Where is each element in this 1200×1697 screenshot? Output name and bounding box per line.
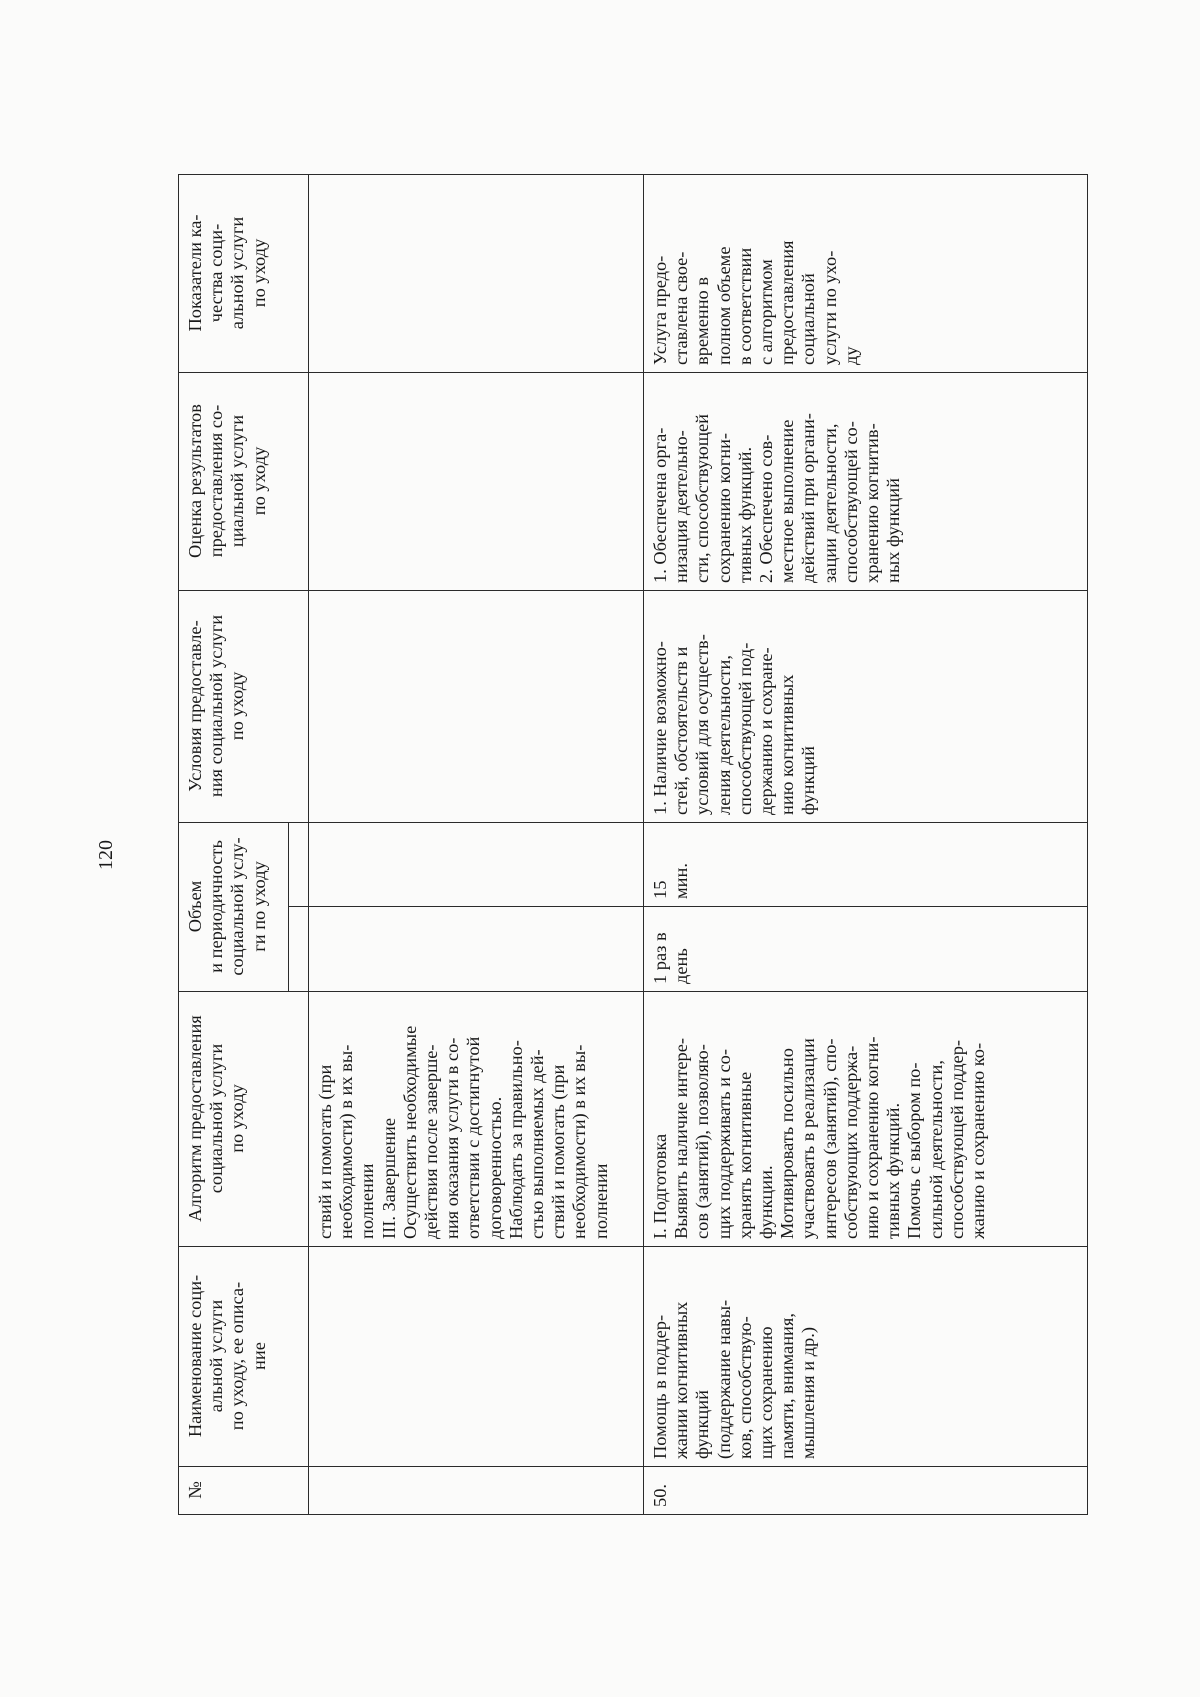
text-line: социальной услу-: [227, 837, 248, 976]
text-line: ги по уходу: [248, 861, 269, 952]
cell-num: 50.: [644, 1467, 1088, 1515]
text-line: 1 раз в: [650, 932, 670, 984]
text-line: Оценка результатов: [185, 404, 205, 558]
header-volume: [179, 822, 289, 991]
text-line: необходимости) в их вы-: [569, 1044, 590, 1239]
text-line: интересов (занятий), спо-: [819, 1038, 840, 1239]
text-line: ствий и помогать (при: [548, 1064, 569, 1239]
services-table: [178, 174, 1088, 1515]
text-line: полнении: [357, 1163, 378, 1239]
text-line: нию и сохранению когни-: [862, 1036, 883, 1239]
rotated-table-container: [178, 175, 1088, 1515]
text-line: предоставления: [777, 240, 798, 365]
text-line: Алгоритм предоставления: [185, 1015, 205, 1222]
text-line: ответствии с достигнутой: [463, 1036, 484, 1239]
text-line: 1. Наличие возможно-: [650, 641, 670, 815]
text-line: по уходу, ее описа-: [227, 1281, 248, 1431]
table-row: [644, 174, 1088, 1514]
text-line: хранению когнитив-: [862, 423, 883, 583]
text-line: ставлена свое-: [671, 251, 692, 365]
text-line: тивных функций.: [734, 446, 755, 583]
text-line: договоренностью.: [484, 1096, 505, 1239]
text-line: ния оказания услуги в со-: [442, 1037, 463, 1239]
text-line: способствующей поддер-: [946, 1039, 967, 1239]
text-line: памяти, внимания,: [777, 1313, 798, 1459]
text-line: ных функций: [883, 478, 904, 583]
text-line: собствующих поддержа-: [840, 1045, 861, 1239]
text-line: ков, способствую-: [734, 1316, 755, 1459]
text-line: функции.: [756, 1165, 777, 1239]
text-line: тивных функций.: [883, 1102, 904, 1239]
cell-conditions: [644, 590, 1088, 822]
text-line: с алгоритмом: [756, 259, 777, 365]
text-line: Услуга предо-: [650, 255, 670, 365]
text-line: полнении: [590, 1163, 611, 1239]
text-line: действий при органи-: [798, 413, 819, 583]
cell-algorithm-continuation: [309, 992, 644, 1247]
text-line: условий для осуществ-: [692, 634, 713, 815]
text-line: чества соци-: [206, 223, 227, 323]
page-number: 120: [95, 840, 117, 870]
header-assessment: [179, 372, 309, 590]
text-line: ствий и помогать (при: [315, 1064, 335, 1239]
text-line: 2. Обеспечено сов-: [756, 434, 777, 583]
text-line: действия после заверше-: [421, 1044, 442, 1239]
text-line: жанию и сохранению ко-: [968, 1042, 989, 1239]
text-line: Мотивировать посильно: [777, 1048, 798, 1239]
text-line: I. Подготовка: [650, 1133, 670, 1239]
text-line: функций: [798, 746, 819, 815]
text-line: стей, обстоятельств и: [671, 646, 692, 815]
text-line: сохранению когни-: [713, 432, 734, 583]
text-line: местное выполнение: [777, 419, 798, 583]
cell-algorithm: [644, 992, 1088, 1247]
text-line: Показатели ка-: [185, 214, 205, 332]
text-line: социальной: [798, 273, 819, 365]
text-line: стью выполняемых дей-: [527, 1049, 548, 1239]
text-line: сов (занятий), позволяю-: [692, 1044, 713, 1239]
text-line: функций: [692, 1390, 713, 1459]
text-line: ления деятельности,: [713, 655, 734, 815]
text-line: альной услуги: [227, 216, 248, 330]
text-line: участвовать в реализации: [798, 1038, 819, 1239]
header-volume-duration: [289, 822, 309, 906]
text-line: Объем: [185, 880, 205, 933]
text-line: и периодичность: [206, 840, 227, 973]
text-line: по уходу: [248, 238, 269, 308]
text-line: в соответствии: [734, 247, 755, 365]
text-line: временно в: [692, 276, 713, 365]
header-algorithm: [179, 992, 309, 1247]
text-line: день: [671, 948, 692, 984]
text-line: социальной услуги: [206, 1043, 227, 1194]
text-line: щих поддерживать и со-: [713, 1049, 734, 1239]
cell-indicators-empty: [309, 174, 644, 372]
text-line: сильной деятельности,: [925, 1060, 946, 1239]
text-line: Условия предоставле-: [185, 620, 205, 792]
cell-assessment-empty: [309, 372, 644, 590]
text-line: ду: [840, 346, 861, 365]
cell-periodicity-empty: [309, 907, 644, 992]
table-row: [309, 174, 644, 1514]
text-line: Выявить наличие интере-: [671, 1037, 692, 1239]
cell-duration: [644, 822, 1088, 906]
text-line: низация деятельно-: [671, 430, 692, 583]
text-line: Помочь с выбором по-: [904, 1062, 925, 1239]
text-line: необходимости) в их вы-: [336, 1044, 357, 1239]
text-line: щих сохранению: [756, 1326, 777, 1459]
text-line: по уходу: [227, 671, 248, 741]
cell-assessment: [644, 372, 1088, 590]
text-line: (поддержание навы-: [713, 1299, 734, 1459]
cell-periodicity: [644, 907, 1088, 992]
cell-service-name: [644, 1247, 1088, 1467]
text-line: мышления и др.): [798, 1327, 819, 1459]
text-line: способствующей со-: [840, 421, 861, 583]
text-line: предоставления со-: [206, 404, 227, 558]
text-line: ние: [248, 1342, 269, 1370]
header-conditions: [179, 590, 309, 822]
text-line: сти, способствующей: [692, 414, 713, 583]
text-line: Наименование соци-: [185, 1274, 205, 1438]
text-line: по уходу: [248, 446, 269, 516]
header-name: [179, 1247, 309, 1467]
header-volume-periodicity: [289, 907, 309, 992]
text-line: альной услуги: [206, 1299, 227, 1413]
text-line: нию когнитивных: [777, 674, 798, 815]
text-line: полном объеме: [713, 246, 734, 365]
text-line: жании когнитивных: [671, 1301, 692, 1459]
text-line: ния социальной услуги: [206, 614, 227, 798]
text-line: услуги по ухо-: [819, 250, 840, 365]
text-line: III. Завершение: [378, 1117, 399, 1239]
text-line: мин.: [671, 863, 692, 899]
cell-conditions-empty: [309, 590, 644, 822]
cell-duration-empty: [309, 822, 644, 906]
cell-name-empty: [309, 1247, 644, 1467]
text-line: Осуществить необходимые: [399, 1025, 420, 1239]
header-indicators: [179, 174, 309, 372]
text-line: держанию и сохране-: [756, 647, 777, 815]
text-line: циальной услуги: [227, 414, 248, 548]
text-line: Помощь в поддер-: [650, 1314, 670, 1459]
text-line: хранять когнитивные: [734, 1071, 755, 1239]
text-line: зации деятельности,: [819, 423, 840, 583]
header-num: №: [179, 1467, 309, 1515]
header-row: [179, 174, 289, 1514]
text-line: 1. Обеспечена орга-: [650, 427, 670, 583]
text-line: по уходу: [227, 1084, 248, 1153]
text-line: способствующей под-: [734, 642, 755, 815]
text-line: Наблюдать за правильно-: [505, 1040, 526, 1239]
cell-indicators: [644, 174, 1088, 372]
text-line: 15: [650, 880, 670, 899]
cell-num-empty: [309, 1467, 644, 1515]
